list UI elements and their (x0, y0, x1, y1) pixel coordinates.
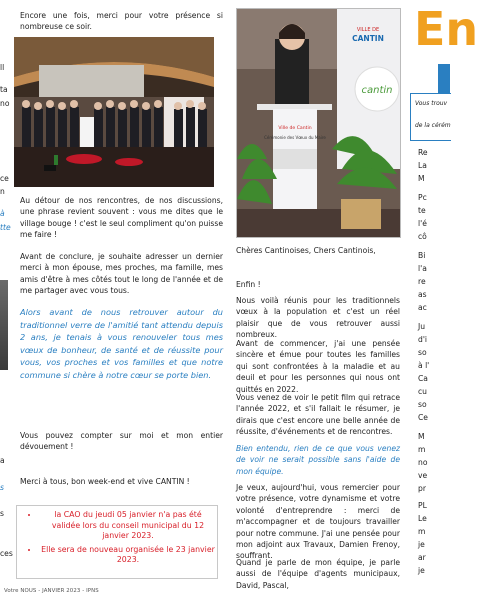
frag-line: s (0, 509, 4, 518)
frag: je (418, 540, 425, 549)
frag: Ju (418, 322, 426, 331)
notice-box (16, 505, 218, 579)
blue-bar (438, 64, 450, 94)
paragraph: Nous voilà réunis pour les traditionnels vœux à la population et c'est un réel plaisir que de vous retrouver aussi nombreux. (236, 296, 400, 340)
frag-line: no (0, 99, 10, 108)
italic-line: Vous trouv (415, 100, 448, 107)
frag: so (418, 348, 427, 357)
paragraph: Merci à tous, bon week-end et vive CANTIN ! (20, 477, 190, 486)
frag: as (418, 290, 427, 299)
frag: ve (418, 471, 428, 480)
group-photo (14, 37, 214, 187)
frag-line: ta (0, 85, 8, 94)
frag: cô (418, 232, 427, 241)
paragraph: Encore une fois, merci pour votre présence si nombreuse ce soir. (20, 11, 223, 32)
notice-item: • Elle sera de nouveau organisée le 23 janvier 2023. (39, 545, 217, 566)
paragraph: Quand je parle de mon équipe, je parle aussi de l'équipe d'agents municipaux, David, Pascal, (236, 558, 400, 590)
frag-line: n (0, 187, 5, 196)
frag: pr (418, 484, 426, 493)
enfin: Enfin ! (236, 280, 261, 289)
frag: d'i (418, 335, 428, 344)
sign-line-2: CANTIN (352, 34, 384, 43)
frag: à l' (418, 361, 430, 370)
frag: m (418, 445, 426, 454)
paragraph: Vous pouvez compter sur moi et mon entier dévouement ! (20, 431, 223, 452)
frag-line: ll (0, 63, 5, 72)
frag-line: ce (0, 174, 9, 183)
paragraph: Au détour de nos rencontres, de nos discussions, une phrase revient souvent : vous me dites que le village bouge ! c'est le seul compliment qu'on puisse me faire ! (20, 196, 223, 240)
paragraph: Vous venez de voir le petit film qui retrace l'année 2022, et s'il fallait le résumer, je dirais que c'est encore une belle année de réussite, d'événements et de rencontres. (236, 393, 400, 437)
paragraph: Je veux, aujourd'hui, vous remercier pour votre présence, votre dynamisme et votre volonté d'entreprendre : merci de m'accompagner et de toujours travailler pour notre commune. J'ai une pensée pour mon adjoint aux Travaux, Damien Frenoy, souffrant. (236, 483, 400, 561)
far-right-column (410, 0, 478, 600)
frag: Ce (418, 413, 428, 422)
frag: Bi (418, 251, 426, 260)
frag: te (418, 206, 426, 215)
right-column (232, 0, 402, 600)
mayor-photo (236, 8, 401, 238)
sign-line-1: VILLE DE (356, 27, 380, 33)
frag: Re (418, 148, 428, 157)
paragraph (236, 443, 400, 477)
group-photo-illustration (14, 37, 214, 187)
frag: re (418, 277, 426, 286)
mayor-photo-illustration (237, 9, 400, 237)
notice-item: • la CAO du jeudi 05 janvier n'a pas été validée lors du conseil municipal du 12 janvier 2023. (39, 510, 217, 542)
frag-blue: tte (0, 223, 11, 232)
paragraph: Avant de commencer, j'ai une pensée sincère et émue pour toutes les familles qui sont confrontées à la maladie et au deuil et pour les personnes qui nous ont quittés en 2022. (236, 339, 400, 394)
page-footer: Votre NOUS - JANVIER 2023 - IPNS (4, 588, 99, 594)
frag: no (418, 458, 428, 467)
frag: m (418, 527, 426, 536)
headline-fragment: En (414, 2, 478, 56)
middle-column (4, 0, 223, 600)
frag: Le (418, 514, 427, 523)
frag: ac (418, 303, 427, 312)
frag-line: a (0, 456, 5, 465)
frag: so (418, 400, 427, 409)
quote-span: Bien entendu, rien de ce que vous venez de voir ne serait possible sans l'aide de mon équipe. (236, 444, 400, 476)
frag-line: s (0, 483, 4, 492)
frag: cu (418, 387, 427, 396)
frag-line: ces (0, 549, 13, 558)
frag: PL (418, 501, 427, 510)
quote-paragraph: Alors avant de nous retrouver autour du traditionnel verre de l'amitié tant attendu depuis 2 ans, je tenais à vous renouveler tous mes vœux de bonheur, de santé et de réussite pour vous, vos proches et vos familles et que notre commune si chère à notre cœur se porte bien. (20, 307, 223, 380)
italic-box (410, 93, 451, 141)
frag: Ca (418, 374, 428, 383)
frag: l'é (418, 219, 427, 228)
frag: M (418, 432, 425, 441)
frag: Pc (418, 193, 427, 202)
paragraph: Avant de conclure, je souhaite adresser un dernier merci à mon épouse, mes proches, ma famille, mes amis d'être à mes côtés tout le long de l'année et de me partager avec vous tous. (20, 252, 223, 296)
logo-text: cantin (361, 85, 393, 96)
frag-blue: à (0, 209, 5, 218)
frag: La (418, 161, 427, 170)
frag: M (418, 174, 425, 183)
lectern-line-2: Cérémonie des Vœux du Maire (264, 135, 326, 140)
lectern-line-1: Ville de Cantin (278, 126, 312, 131)
italic-line: de la cérém (415, 122, 451, 129)
notice-list (17, 510, 217, 566)
frag: l'a (418, 264, 427, 273)
greeting: Chères Cantinoises, Chers Cantinois, (236, 246, 376, 255)
left-cut-photo (0, 280, 8, 370)
cut-text-fragments (418, 146, 450, 577)
frag: ar (418, 553, 426, 562)
left-cut-column (0, 0, 13, 600)
frag: je (418, 566, 425, 575)
